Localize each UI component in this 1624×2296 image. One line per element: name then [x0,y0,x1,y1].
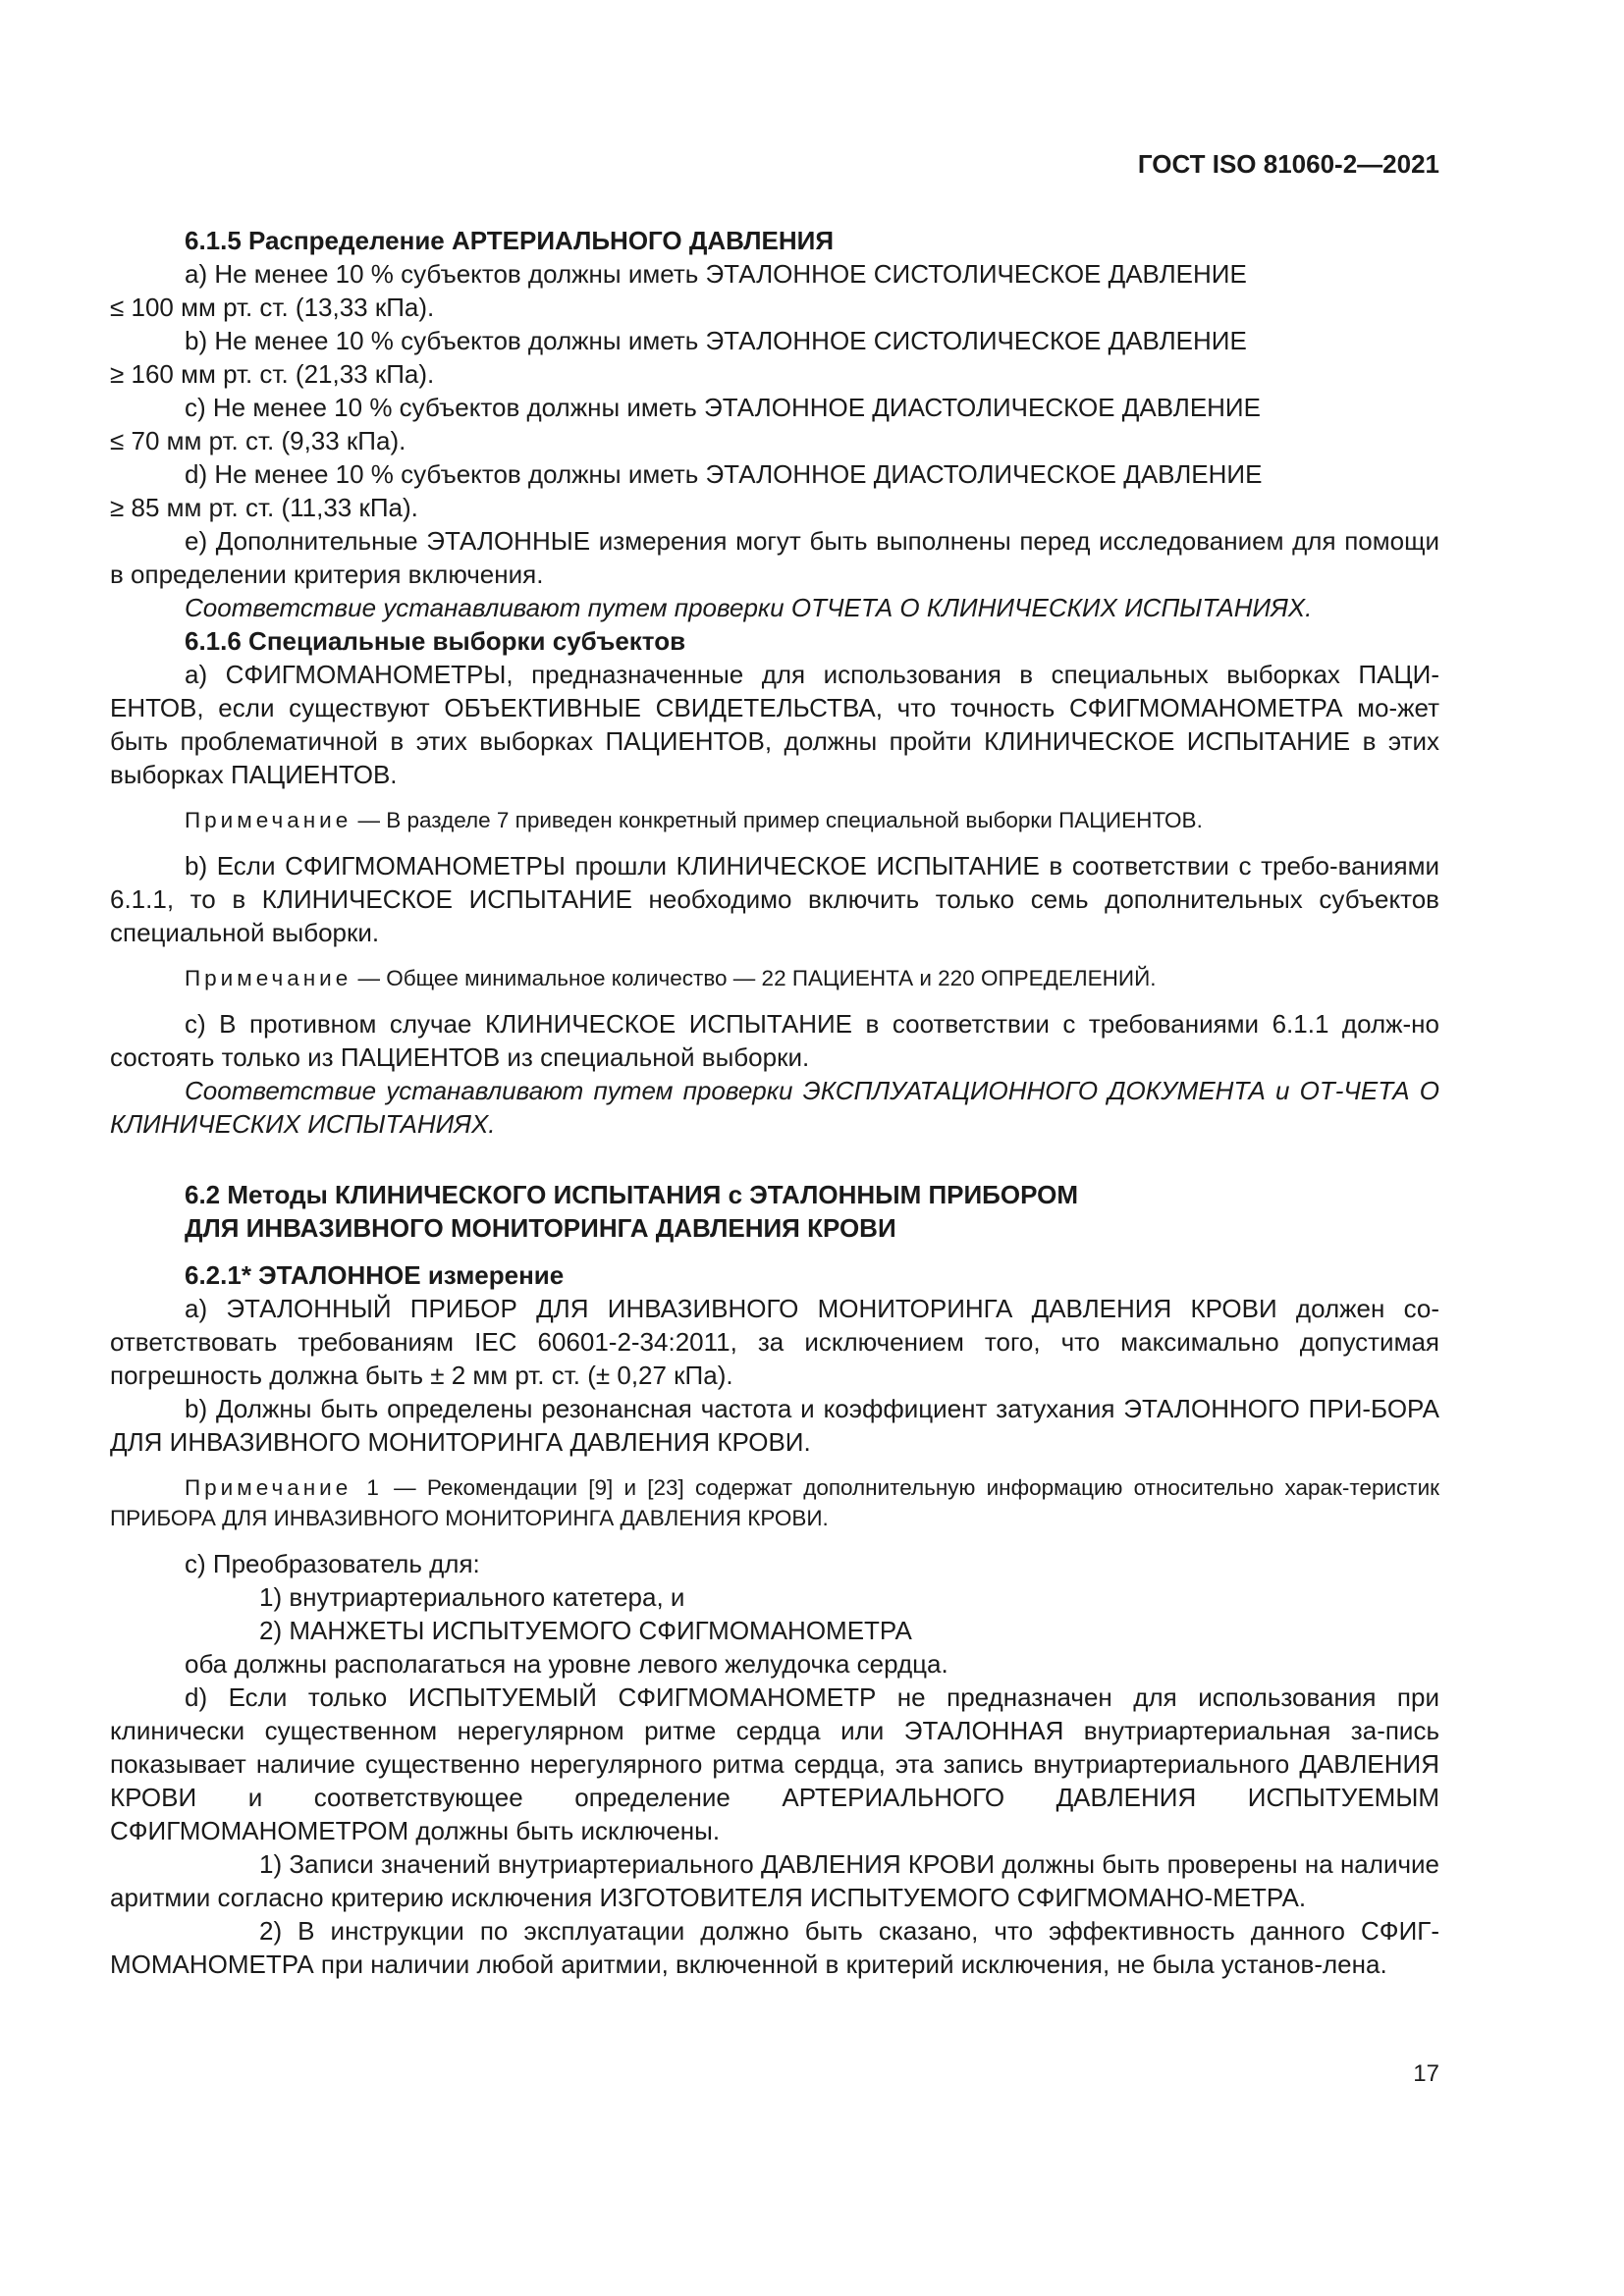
page-content [110,224,1439,1981]
item-c-line1: c) Не менее 10 % субъектов должны иметь ЭТАЛОННОЕ ДИАСТОЛИЧЕСКОЕ ДАВЛЕНИЕ [185,393,1261,422]
item-6-2-1-c-tail: оба должны располагаться на уровне левого желудочка сердца. [185,1649,948,1679]
heading-6-2-line1: 6.2 Методы КЛИНИЧЕСКОГО ИСПЫТАНИЯ с ЭТАЛОННЫМ ПРИБОРОМ [185,1180,1078,1209]
item-6-1-6-c: c) В противном случае КЛИНИЧЕСКОЕ ИСПЫТАНИЕ в соответствии с требованиями 6.1.1 долж-но состоять только из ПАЦИЕНТОВ из специальной выборки. [110,1009,1439,1072]
note-6-2-1 [110,1472,1439,1533]
item-6-2-1-c: c) Преобразователь для: [185,1549,480,1578]
item-6-2-1-d-1: 1) Записи значений внутриартериального ДАВЛЕНИЯ КРОВИ должны быть проверены на наличие аритмии согласно критерию исключения ИЗГОТОВИТЕЛЯ ИСПЫТУЕМОГО СФИГМОМАНО-МЕТРА. [110,1849,1439,1912]
item-6-2-1-b: b) Должны быть определены резонансная частота и коэффициент затухания ЭТАЛОННОГО ПРИ-БОРА ДЛЯ ИНВАЗИВНОГО МОНИТОРИНГА ДАВЛЕНИЯ КРОВИ. [110,1394,1439,1457]
item-6-2-1-c-1: 1) внутриартериального катетера, и [259,1582,685,1612]
item-b-line2: ≥ 160 мм рт. ст. (21,33 кПа). [110,359,435,389]
note-6-1-6-1 [110,805,1439,835]
document-code: ГОСТ ISO 81060-2—2021 [1137,149,1439,179]
compliance-6-1-5: Соответствие устанавливают путем проверки ОТЧЕТА О КЛИНИЧЕСКИХ ИСПЫТАНИЯХ. [185,593,1313,622]
note-label: Примечание [185,966,352,990]
item-b-line1: b) Не менее 10 % субъектов должны иметь ЭТАЛОННОЕ СИСТОЛИЧЕСКОЕ ДАВЛЕНИЕ [185,326,1247,355]
item-6-1-6-a: a) СФИГМОМАНОМЕТРЫ, предназначенные для использования в специальных выборках ПАЦИ-ЕНТОВ, если существуют ОБЪЕКТИВНЫЕ СВИДЕТЕЛЬСТВА, что точность СФИГМОМАНОМЕТРА мо-жет быть проблематичной в этих выборках ПАЦИЕНТОВ, должны пройти КЛИНИЧЕСКОЕ ИСПЫТАНИЕ в этих выборках ПАЦИЕНТОВ. [110,660,1439,789]
heading-6-2-line2: ДЛЯ ИНВАЗИВНОГО МОНИТОРИНГА ДАВЛЕНИЯ КРОВИ [185,1213,896,1243]
compliance-6-1-6: Соответствие устанавливают путем проверки ЭКСПЛУАТАЦИОННОГО ДОКУМЕНТА и ОТ-ЧЕТА О КЛИНИЧЕСКИХ ИСПЫТАНИЯХ. [110,1076,1439,1139]
item-d-line1: d) Не менее 10 % субъектов должны иметь ЭТАЛОННОЕ ДИАСТОЛИЧЕСКОЕ ДАВЛЕНИЕ [185,459,1263,489]
item-6-1-6-b: b) Если СФИГМОМАНОМЕТРЫ прошли КЛИНИЧЕСКОЕ ИСПЫТАНИЕ в соответствии с требо-ваниями 6.1.1, то в КЛИНИЧЕСКОЕ ИСПЫТАНИЕ необходимо включить только семь дополнительных субъектов специальной выборки. [110,851,1439,947]
note-6-1-6-2 [110,963,1439,993]
item-e: e) Дополнительные ЭТАЛОННЫЕ измерения могут быть выполнены перед исследованием для помощи в определении критерия включения. [110,526,1439,589]
item-a-line2: ≤ 100 мм рт. ст. (13,33 кПа). [110,293,435,322]
item-c-line2: ≤ 70 мм рт. ст. (9,33 кПа). [110,426,406,455]
heading-6-1-5: 6.1.5 Распределение АРТЕРИАЛЬНОГО ДАВЛЕНИЯ [185,226,835,255]
item-6-2-1-d: d) Если только ИСПЫТУЕМЫЙ СФИГМОМАНОМЕТР не предназначен для использования при клинически существенном нерегулярном ритме сердца или ЭТАЛОННАЯ внутриартериальная за-пись показывает наличие существенно нерегулярного ритма сердца, эта запись внутриартериального ДАВЛЕНИЯ КРОВИ и соответствующее определение АРТЕРИАЛЬНОГО ДАВЛЕНИЯ ИСПЫТУЕМЫМ СФИГМОМАНОМЕТРОМ должны быть исключены. [110,1682,1439,1845]
note-label: Примечание [185,808,352,832]
note-text: — Общее минимальное количество — 22 ПАЦИЕНТА и 220 ОПРЕДЕЛЕНИЙ. [352,966,1157,990]
item-6-2-1-d-2: 2) В инструкции по эксплуатации должно быть сказано, что эффективность данного СФИГ-МОМАНОМЕТРА при наличии любой аритмии, включенной в критерий исключения, не была установ-лена. [110,1916,1439,1979]
heading-6-1-6: 6.1.6 Специальные выборки субъектов [185,626,686,656]
item-d-line2: ≥ 85 мм рт. ст. (11,33 кПа). [110,493,418,522]
note-label: Примечание 1 [185,1475,383,1500]
note-text: — Рекомендации [9] и [23] содержат дополнительную информацию относительно харак-теристик ПРИБОРА ДЛЯ ИНВАЗИВНОГО МОНИТОРИНГА ДАВЛЕНИЯ КРОВИ. [110,1475,1440,1530]
note-text: — В разделе 7 приведен конкретный пример специальной выборки ПАЦИЕНТОВ. [352,808,1203,832]
heading-6-2-1: 6.2.1* ЭТАЛОННОЕ измерение [185,1260,565,1290]
item-6-2-1-c-2: 2) МАНЖЕТЫ ИСПЫТУЕМОГО СФИГМОМАНОМЕТРА [259,1616,912,1645]
item-a-line1: a) Не менее 10 % субъектов должны иметь ЭТАЛОННОЕ СИСТОЛИЧЕСКОЕ ДАВЛЕНИЕ [185,259,1247,289]
page-number: 17 [1413,2060,1439,2087]
item-6-2-1-a: a) ЭТАЛОННЫЙ ПРИБОР ДЛЯ ИНВАЗИВНОГО МОНИТОРИНГА ДАВЛЕНИЯ КРОВИ должен со-ответствовать требованиям IEC 60601-2-34:2011, за исключением того, что максимально допустимая погрешность должна быть ± 2 мм рт. ст. (± 0,27 кПа). [110,1294,1439,1390]
